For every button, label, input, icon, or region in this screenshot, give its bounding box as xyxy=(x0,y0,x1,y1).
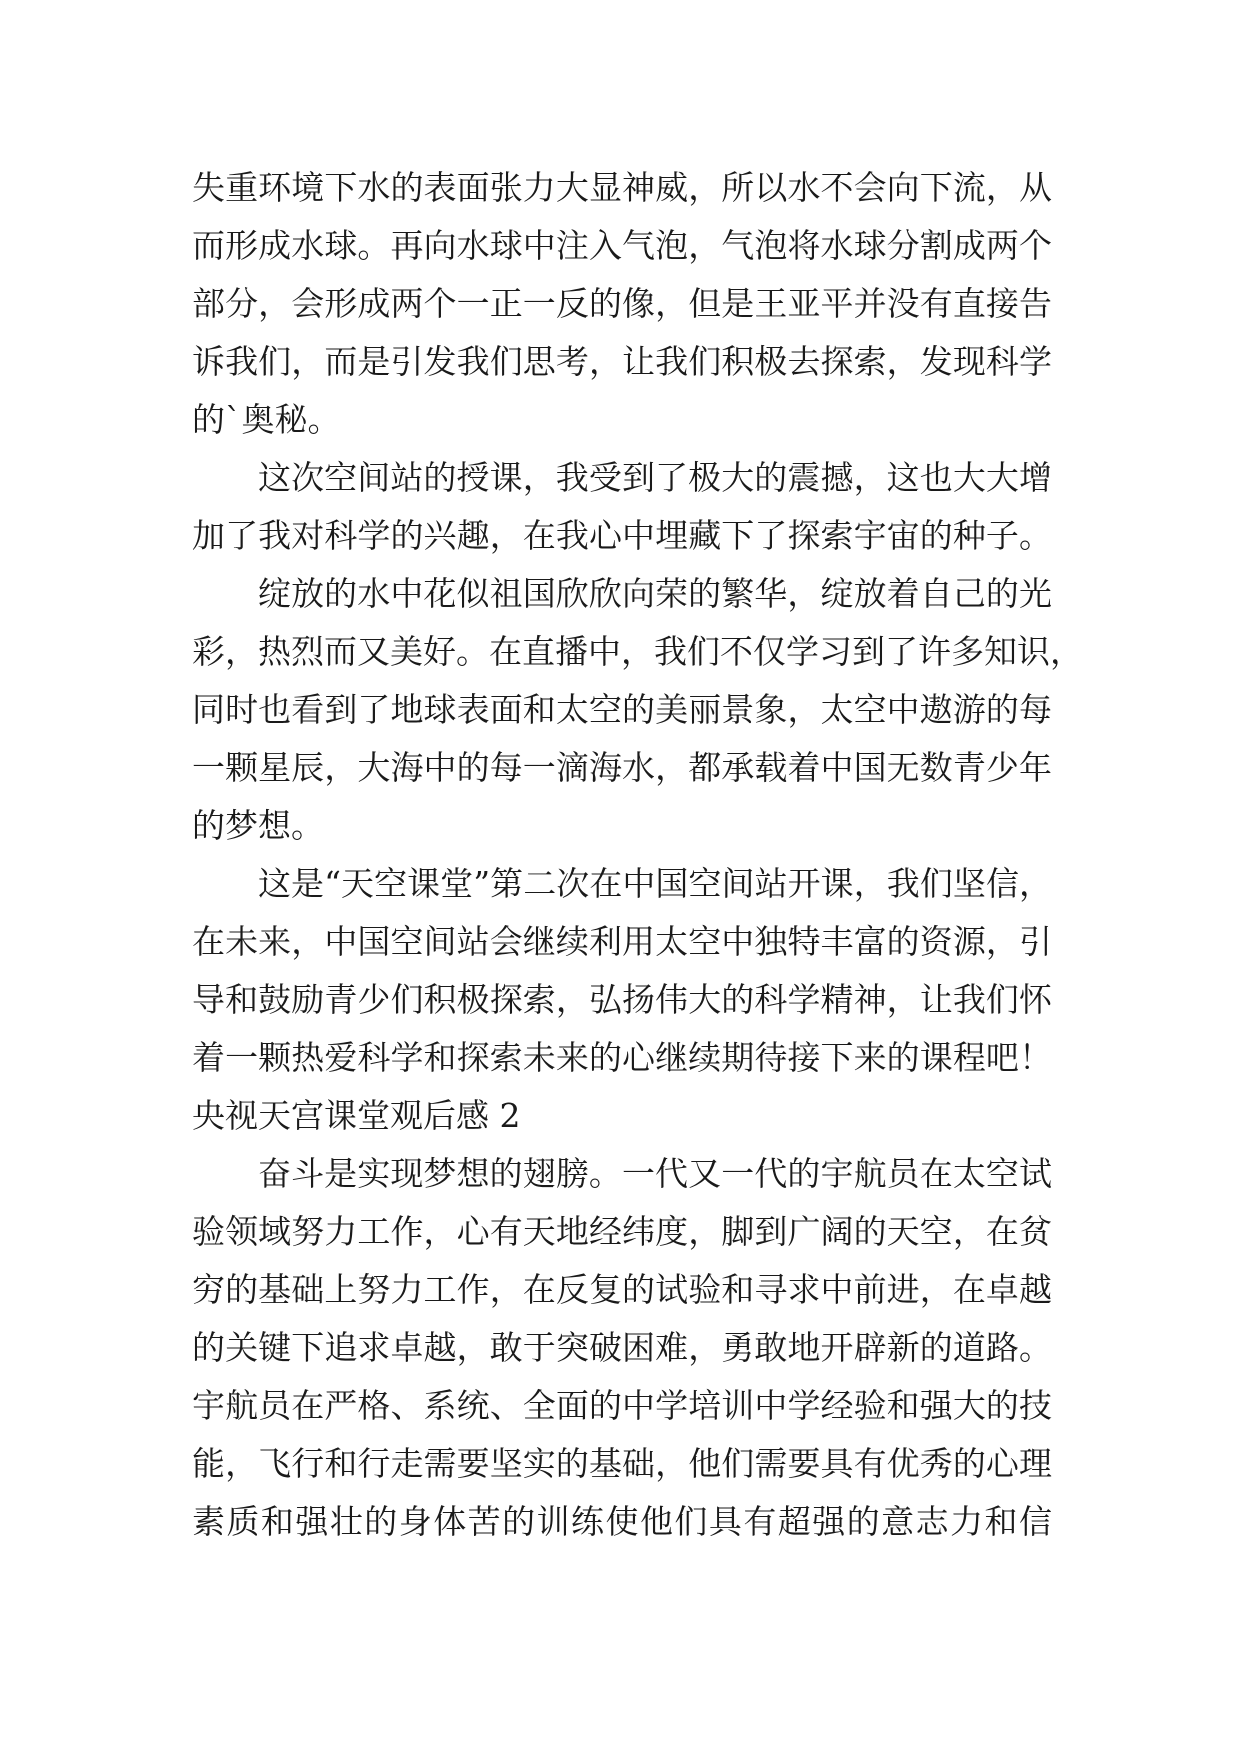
paragraph-line: 导和鼓励青少们积极探索，弘扬伟大的科学精神，让我们怀 xyxy=(192,980,1052,1019)
paragraph-line: 能，飞行和行走需要坚实的基础，他们需要具有优秀的心理 xyxy=(192,1444,1052,1483)
paragraph-line: 诉我们，而是引发我们思考，让我们积极去探索，发现科学 xyxy=(192,342,1052,381)
paragraph-line: 绽放的水中花似祖国欣欣向荣的繁华，绽放着自己的光 xyxy=(258,574,1052,613)
paragraph-line: 彩，热烈而又美好。在直播中，我们不仅学习到了许多知识， xyxy=(192,632,1083,671)
paragraph-line: 在未来，中国空间站会继续利用太空中独特丰富的资源，引 xyxy=(192,922,1052,961)
paragraph-line: 部分，会形成两个一正一反的像，但是王亚平并没有直接告 xyxy=(192,284,1052,323)
paragraph-line: 同时也看到了地球表面和太空的美丽景象，太空中遨游的每 xyxy=(192,690,1052,729)
paragraph-line: 素质和强壮的身体苦的训练使他们具有超强的意志力和信 xyxy=(192,1502,1052,1541)
paragraph-line: 宇航员在严格、系统、全面的中学培训中学经验和强大的技 xyxy=(192,1386,1052,1425)
paragraph-line: 着一颗热爱科学和探索未来的心继续期待接下来的课程吧！ xyxy=(192,1038,1052,1077)
paragraph-line: 这是“天空课堂”第二次在中国空间站开课，我们坚信， xyxy=(258,864,1052,903)
paragraph-line: 奋斗是实现梦想的翅膀。一代又一代的宇航员在太空试 xyxy=(258,1154,1052,1193)
paragraph-line: 穷的基础上努力工作，在反复的试验和寻求中前进，在卓越 xyxy=(192,1270,1052,1309)
paragraph-line: 的`奥秘。 xyxy=(192,400,341,439)
section-heading: 央视天宫课堂观后感 2 xyxy=(192,1096,521,1135)
paragraph-line: 一颗星辰，大海中的每一滴海水，都承载着中国无数青少年 xyxy=(192,748,1052,787)
paragraph-line: 这次空间站的授课，我受到了极大的震撼，这也大大增 xyxy=(258,458,1052,497)
paragraph-line: 加了我对科学的兴趣，在我心中埋藏下了探索宇宙的种子。 xyxy=(192,516,1052,555)
paragraph-line: 验领域努力工作，心有天地经纬度，脚到广阔的天空，在贫 xyxy=(192,1212,1052,1251)
paragraph-line: 而形成水球。再向水球中注入气泡，气泡将水球分割成两个 xyxy=(192,226,1052,265)
paragraph-line: 的关键下追求卓越，敢于突破困难，勇敢地开辟新的道路。 xyxy=(192,1328,1052,1367)
paragraph-line: 的梦想。 xyxy=(192,806,324,845)
paragraph-line: 失重环境下水的表面张力大显神威，所以水不会向下流，从 xyxy=(192,168,1052,207)
